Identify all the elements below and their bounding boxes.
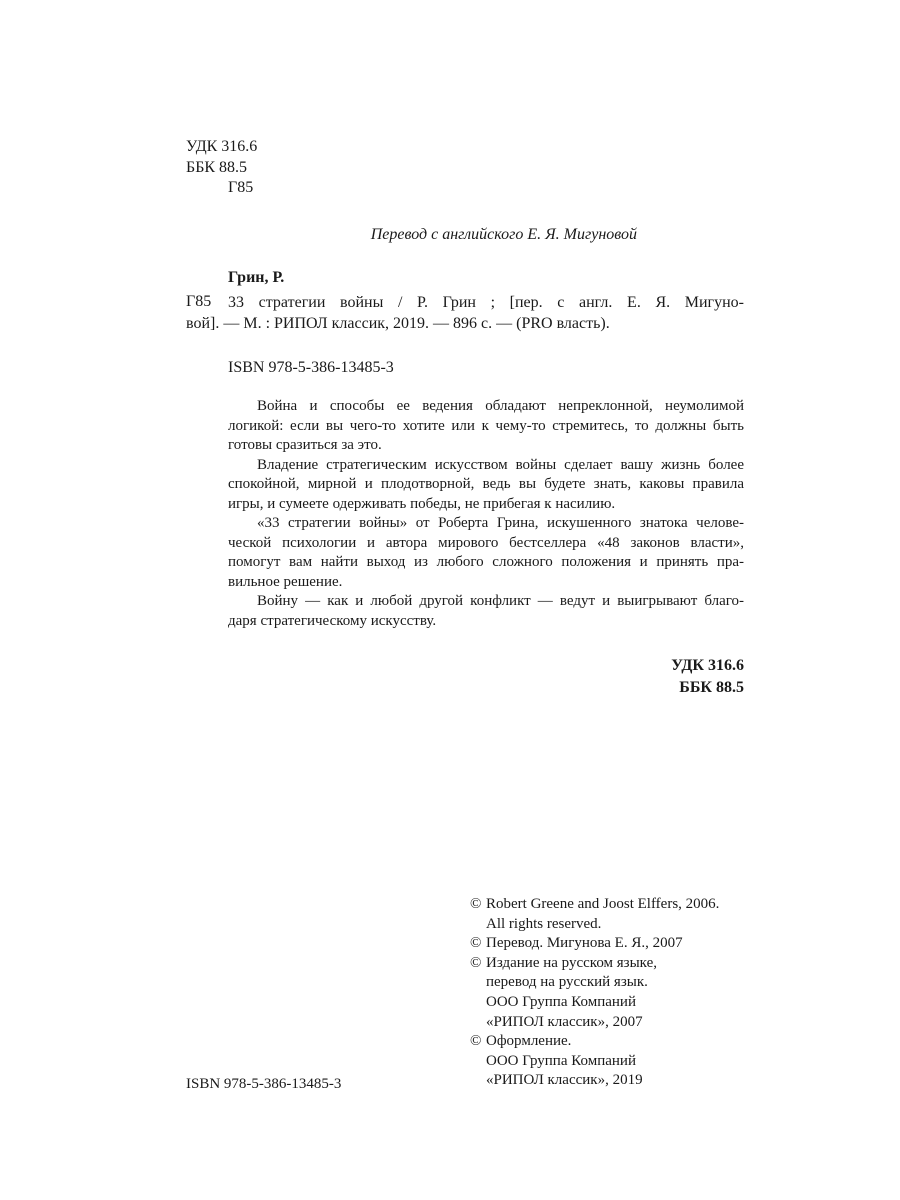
bbk-code: ББК 88.5 (186, 158, 248, 176)
annotation-line: «33 стратегии войны» от Роберта Грина, искушенного знатока челове- (257, 515, 744, 531)
udk-code-right: УДК 316.6 (671, 657, 744, 674)
copyright-line: ООО Группа Компаний (486, 1052, 636, 1069)
entry-author: Грин, Р. (228, 269, 285, 286)
copyright-line: «РИПОЛ классик», 2007 (486, 1013, 643, 1030)
annotation-paragraph (228, 397, 744, 456)
annotation-line: Война и способы ее ведения обладают непреклонной, неумолимой (257, 398, 744, 414)
author-sign: Г85 (228, 179, 254, 196)
isbn-bottom: ISBN 978-5-386-13485-3 (186, 1076, 342, 1092)
copyright-line: ООО Группа Компаний (486, 993, 636, 1010)
copyright-line: © Перевод. Мигунова Е. Я., 2007 (470, 934, 719, 954)
copyright-symbol: © (470, 1033, 482, 1050)
copyright-block (470, 895, 719, 1091)
copyright-line: «РИПОЛ классик», 2019 (486, 1072, 643, 1089)
annotation-line: даря стратегическому искусству. (228, 612, 437, 629)
annotation-line: Владение стратегическим искусством войны сделает вашу жизнь более (257, 456, 744, 473)
annotation-line: помогут вам найти выход из любого сложного положения и принять пра- (228, 554, 744, 570)
annotation-line: вильное решение. (228, 573, 343, 590)
annotation-line: игры, и сумеете одерживать победы, не прибегая к насилию. (228, 495, 616, 512)
copyright-symbol: © (470, 954, 482, 971)
entry-line: вой]. — М. : РИПОЛ классик, 2019. — 896 с. — (PRO власть). (186, 315, 610, 332)
udk-block (186, 137, 257, 199)
annotation-line: логикой: если вы чего-то хотите или к чему-то стремитесь, то должны быть (228, 417, 744, 434)
copyright-line: © Robert Greene and Joost Elffers, 2006. (470, 895, 719, 915)
isbn-main: ISBN 978-5-386-13485-3 (228, 359, 394, 376)
copyright-line: All rights reserved. (486, 915, 602, 932)
annotation-paragraph (228, 514, 744, 592)
copyright-symbol: © (470, 935, 482, 952)
entry-author-sign: Г85 (186, 293, 212, 310)
copyright-line: © Оформление. (470, 1032, 719, 1052)
udk-block-right (560, 655, 744, 699)
annotation-paragraph (228, 592, 744, 631)
annotation-line: ческой психологии и автора мирового бестселлера «48 законов власти», (228, 534, 744, 551)
copyright-symbol: © (470, 896, 482, 912)
annotation-paragraph (228, 456, 744, 515)
annotation-line: готовы сразиться за это. (228, 437, 382, 453)
bbk-code-right: ББК 88.5 (679, 679, 744, 696)
udk-code: УДК 316.6 (186, 138, 258, 155)
entry-line: 33 стратегии войны / Р. Грин ; [пер. с англ. Е. Я. Мигуно- (228, 294, 744, 311)
copyright-line: перевод на русский язык. (486, 974, 648, 991)
annotation (228, 397, 744, 631)
annotation-line: Войну — как и любой другой конфликт — ведут и выигрывают благо- (257, 593, 744, 609)
bibliographic-entry (186, 292, 744, 334)
translator-credit: Перевод с английского Е. Я. Мигуновой (370, 226, 637, 243)
copyright-line: © Издание на русском языке, (470, 954, 719, 974)
annotation-line: спокойной, мирной и плодотворной, ведь вы будете знать, каковы правила (228, 476, 744, 492)
